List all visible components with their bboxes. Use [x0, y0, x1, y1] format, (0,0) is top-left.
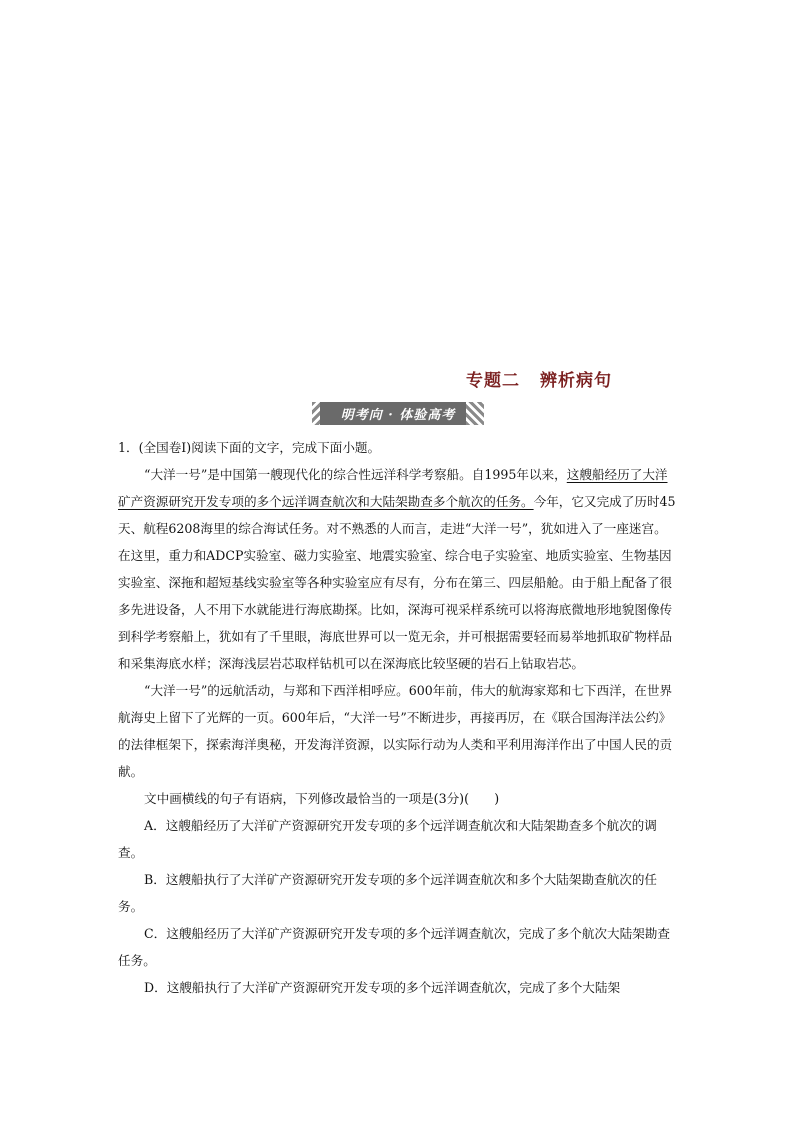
title-subject: 辨析病句	[540, 371, 612, 391]
section-banner	[312, 402, 484, 425]
option-d: D．这艘船执行了大洋矿产资源研究开发专项的多个远洋调查航次，完成了多个大陆架	[144, 980, 621, 995]
passage-text-after: 今年，它又完成了历时45天、航程6208海里的综合海试任务。对不熟悉的人而言，走进“大洋一号”，犹如进入了一座迷宫。在这里，重力和ADCP实验室、磁力实验室、地震实验室、综合电子实验室、地质实验室、生物基因实验室、深拖和超短基线实验室等各种实验室应有尽有，分布在第三、四层船舱。由于船上配备了很多先进设备，人不用下水就能进行海底勘探。比如，深海可视采样系统可以将海底微地形地貌图像传到科学考察船上，犹如有了千里眼，海底世界可以一览无余，并可根据需要轻而易举地抓取矿物样品和采集海底水样；深海浅层岩芯取样钻机可以在深海底比较坚硬的岩石上钻取岩芯。	[118, 494, 676, 671]
question-header: 1．(全国卷Ⅰ)阅读下面的文字，完成下面小题。	[118, 440, 381, 455]
banner-text: 明考向 · 体验高考	[340, 408, 456, 423]
passage-paragraph-1	[118, 461, 678, 677]
option-b: B．这艘船执行了大洋矿产资源研究开发专项的多个远洋调查航次和多个大陆架勘查航次的任务。	[118, 872, 658, 914]
option-c: C．这艘船经历了大洋矿产资源研究开发专项的多个远洋调查航次，完成了多个航次大陆架勘查任务。	[118, 926, 670, 968]
page-title	[466, 366, 612, 391]
passage-paragraph-2: “大洋一号”的远航活动，与郑和下西洋相呼应。600年前，伟大的航海家郑和七下西洋，在世界航海史上留下了光辉的一页。600年后，“大洋一号”不断进步，再接再厉，在《联合国海洋法公约》的法律框架下，探索海洋奥秘，开发海洋资源，以实际行动为人类和平利用海洋作出了中国人民的贡献。	[118, 683, 673, 779]
passage-text-before: “大洋一号”是中国第一艘现代化的综合性远洋科学考察船。自1995年以来，	[144, 467, 567, 482]
title-topic: 专题二	[466, 371, 520, 391]
option-a: A．这艘船经历了大洋矿产资源研究开发专项的多个远洋调查航次和大陆架勘查多个航次的调查。	[118, 818, 657, 860]
question-block	[118, 434, 678, 1001]
question-prompt: 文中画横线的句子有语病，下列修改最恰当的一项是(3分)( )	[144, 791, 500, 806]
underlined-sentence: 这艘船经历了大洋矿产资源研究开发专项的多个远洋调查航次和大陆架勘查多个航次的任务。	[118, 467, 668, 509]
